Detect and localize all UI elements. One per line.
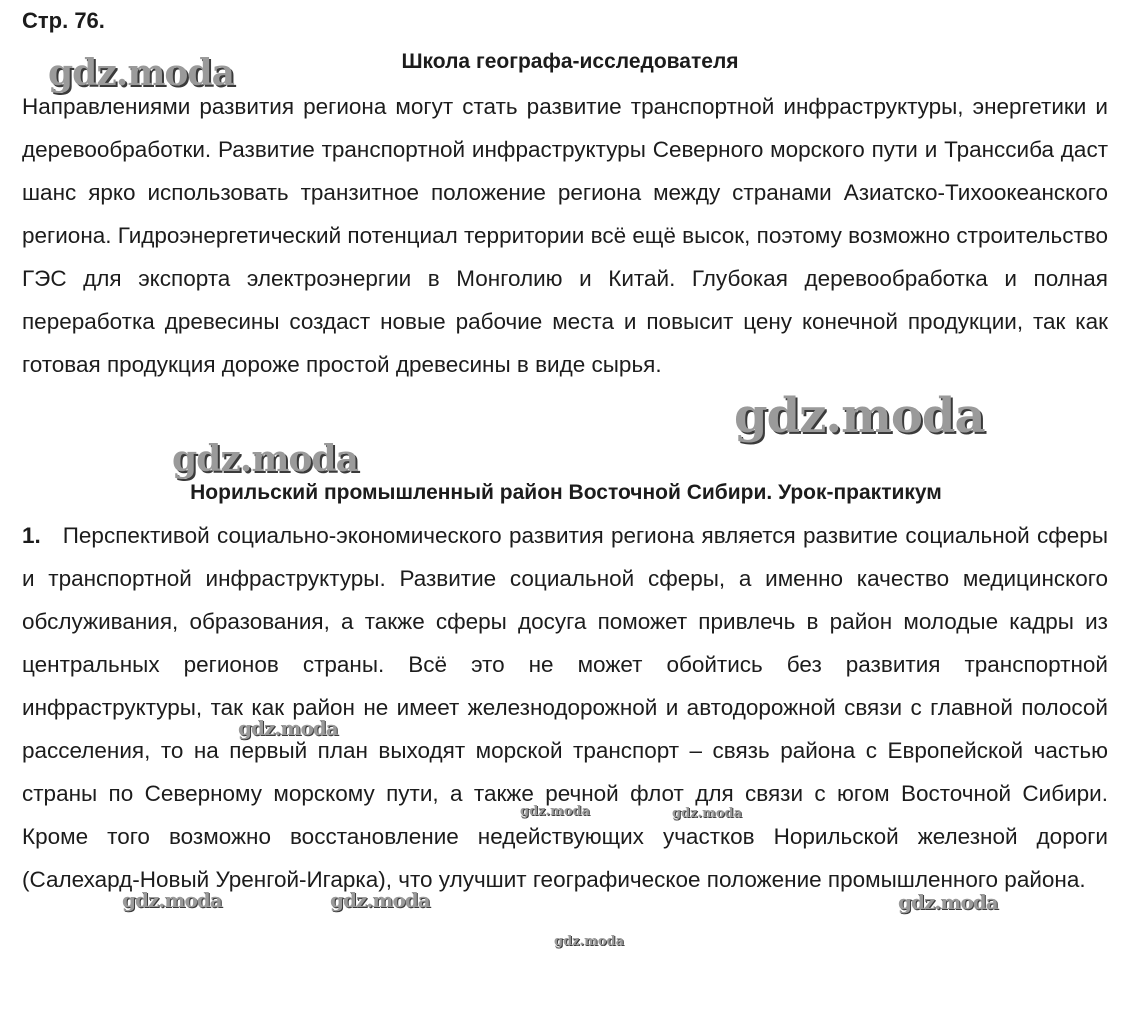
watermark-logo: gdz.moda [734,388,985,444]
page-number-label: Стр. 76. [22,8,105,33]
section-title-norilsk-district: Норильский промышленный район Восточной Сибири. Урок-практикум [190,481,942,504]
watermark-logo: gdz.moda [330,888,430,912]
watermark-logo: gdz.moda [48,52,234,94]
section-title-geographer-school: Школа географа-исследователя [401,50,739,73]
watermark-logo: gdz.moda [554,934,625,949]
section2-paragraph [22,514,1108,901]
watermark-logo: gdz.moda [520,804,591,819]
section2-text: Перспективой социально-экономического развития региона является развитие социальной сферы и транспортной инфраструктуры. Развитие социальной сферы, а именно качество медицинского обслуживания, образования, а также сферы досуга поможет привлечь в район молодые кадры из центральных регионов страны. Всё это не может обойтись без развития транспортной инфраструктуры, так как район не имеет железнодорожной и автодорожной связи с главной полосой расселения, то на первый план выходят морской транспорт – связь района с Европейской частью страны по Северному морскому пути, а также речной флот для связи с югом Восточной Сибири. Кроме того возможно восстановление недействующих участков Норильской железной дороги (Салехард-Новый Уренгой-Игарка), что улучшит географическое положение промышленного района. [22,523,1108,892]
watermark-logo: gdz.moda [122,888,222,912]
watermark-logo: gdz.moda [672,806,743,821]
watermark-logo: gdz.moda [238,716,338,740]
watermark-logo: gdz.moda [898,890,998,914]
section1-paragraph: Направлениями развития региона могут стать развитие транспортной инфраструктуры, энергетики и деревообработки. Развитие транспортной инфраструктуры Северного морского пути и Транссиба даст шанс ярко использовать транзитное положение региона между странами Азиатско-Тихоокеанского региона. Гидроэнергетический потенциал территории всё ещё высок, поэтому возможно строительство ГЭС для экспорта электроэнергии в Монголию и Китай. Глубокая деревообработка и полная переработка древесины создаст новые рабочие места и повысит цену конечной продукции, так как готовая продукция дороже простой древесины в виде сырья. [22,94,1108,377]
watermark-logo: gdz.moda [172,438,358,480]
item-number: 1. [22,523,41,548]
